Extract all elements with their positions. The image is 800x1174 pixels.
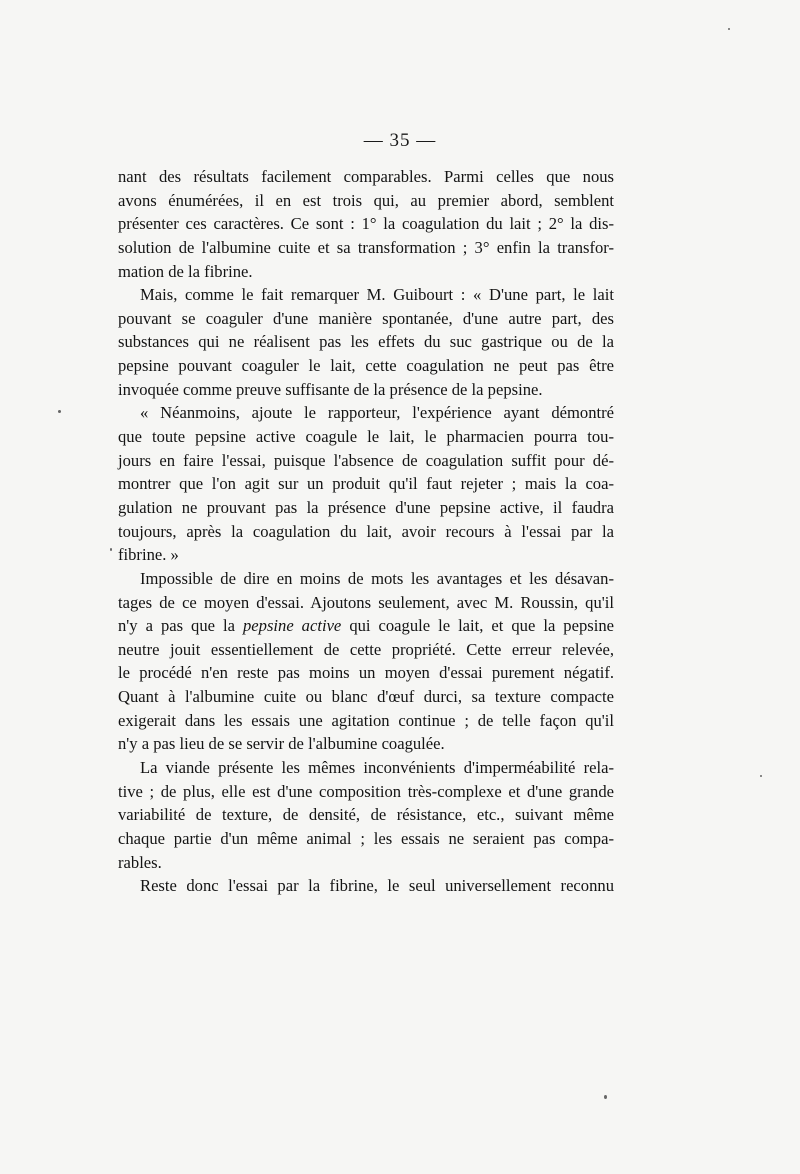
text-line: mation de la fibrine.: [118, 261, 253, 281]
text-line: « Néanmoins, ajoute le rapporteur, l'expérience ayant démontré: [140, 403, 614, 423]
text-line: La viande présente les mêmes inconvénients d'imperméabilité rela-: [140, 758, 614, 778]
text-line: n'y a pas lieu de se servir de l'albumine coagulée.: [118, 734, 445, 754]
text-line: tive ; de plus, elle est d'une composition très-complexe et d'une grande: [118, 781, 614, 801]
text-line: jours en faire l'essai, puisque l'absence de coagulation suffit pour dé-: [118, 450, 614, 470]
text-line: variabilité de texture, de densité, de résistance, etc., suivant même: [118, 805, 614, 825]
text-line: Impossible de dire en moins de mots les avantages et les désavan-: [140, 568, 614, 588]
text-line: que toute pepsine active coagule le lait, le pharmacien pourra tou-: [118, 427, 614, 447]
text-line: invoquée comme preuve suffisante de la présence de la pepsine.: [118, 379, 543, 399]
body-text: [118, 165, 614, 898]
text-line: solution de l'albumine cuite et sa transformation ; 3° enfin la transfor-: [118, 237, 614, 257]
text-line: présenter ces caractères. Ce sont : 1° la coagulation du lait ; 2° la dis-: [118, 214, 614, 234]
text-line: gulation ne prouvant pas la présence d'une pepsine active, il faudra: [118, 497, 614, 517]
paper-speck: [760, 775, 762, 777]
text-line: montrer que l'on agit sur un produit qu'il faut rejeter ; mais la coa-: [118, 474, 614, 494]
text-line: avons énumérées, il en est trois qui, au premier abord, semblent: [118, 190, 614, 210]
text-line: tages de ce moyen d'essai. Ajoutons seulement, avec M. Roussin, qu'il: [118, 592, 614, 612]
emphasis-text: pepsine active: [243, 616, 342, 636]
text-line: pouvant se coaguler d'une manière spontanée, d'une autre part, des: [118, 308, 614, 328]
text-line: substances qui ne réalisent pas les effets du suc gastrique ou de la: [118, 332, 614, 352]
text-line: neutre jouit essentiellement de cette propriété. Cette erreur relevée,: [118, 639, 614, 659]
text-line: nant des résultats facilement comparables. Parmi celles que nous: [118, 167, 614, 186]
text-line: rables.: [118, 852, 162, 872]
text-line: Quant à l'albumine cuite ou blanc d'œuf durci, sa texture compacte: [118, 687, 614, 707]
text-fragment: n'y a pas que la: [118, 616, 235, 636]
text-line: chaque partie d'un même animal ; les essais ne seraient pas compa-: [118, 828, 614, 848]
text-line: [118, 614, 614, 638]
paper-speck: [58, 410, 61, 413]
text-line: Reste donc l'essai par la fibrine, le seul universellement reconnu: [140, 876, 614, 896]
page-number: — 35 —: [363, 130, 437, 151]
text-line: Mais, comme le fait remarquer M. Guibourt : « D'une part, le lait: [140, 285, 614, 305]
paper-speck: [728, 28, 730, 30]
paper-speck: [110, 548, 112, 551]
text-line: toujours, après la coagulation du lait, avoir recours à l'essai par la: [118, 521, 614, 541]
text-line: exigerait dans les essais une agitation continue ; de telle façon qu'il: [118, 710, 614, 730]
text-line: fibrine. »: [118, 545, 179, 565]
text-line: pepsine pouvant coaguler le lait, cette coagulation ne peut pas être: [118, 356, 614, 376]
text-fragment: qui coagule le lait, et que la pepsine: [349, 616, 614, 636]
text-line: le procédé n'en reste pas moins un moyen d'essai purement négatif.: [118, 663, 614, 683]
paper-speck: [604, 1095, 607, 1099]
